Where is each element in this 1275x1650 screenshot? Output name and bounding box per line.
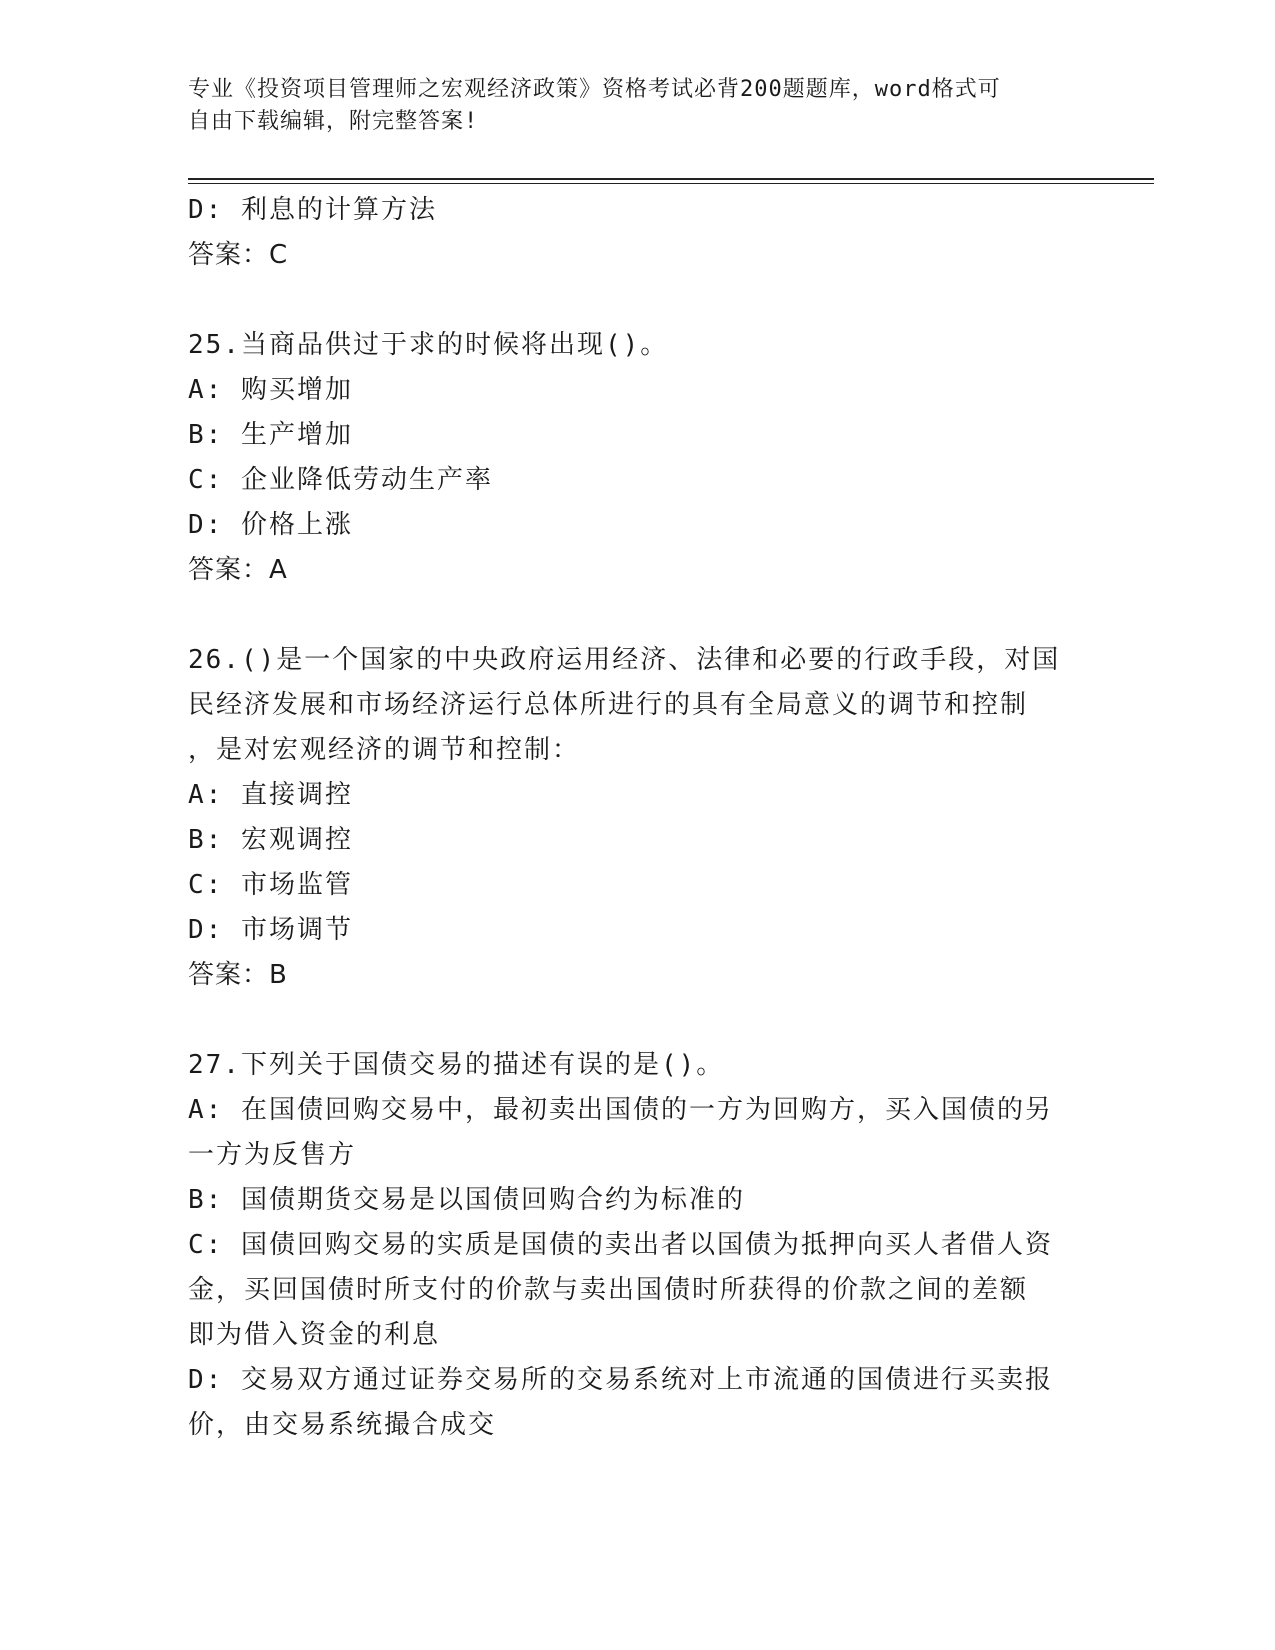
q27-option-a-line-1: A: 在国债回购交易中，最初卖出国债的一方为回购方，买入国债的另 [188,1095,1053,1125]
question-24-tail [188,188,1088,278]
header-line-2: 自由下载编辑，附完整答案! [188,109,479,134]
q25-option-c: C: 企业降低劳动生产率 [188,465,493,495]
q26-answer: 答案：B [188,960,288,990]
q27-option-d-line-1: D: 交易双方通过证券交易所的交易系统对上市流通的国债进行买卖报 [188,1365,1053,1395]
question-list [188,188,1088,1448]
header-divider [188,178,1154,184]
question-27 [188,1043,1088,1448]
question-25 [188,323,1088,593]
q25-option-a: A: 购买增加 [188,375,353,405]
q25-option-d: D: 价格上涨 [188,510,353,540]
header-line-1: 专业《投资项目管理师之宏观经济政策》资格考试必背200题题库，word格式可 [188,77,1001,102]
q27-option-a-line-2: 一方为反售方 [188,1140,357,1170]
document-header [188,74,1068,138]
q26-option-d: D: 市场调节 [188,915,353,945]
q26-stem-line-3: ，是对宏观经济的调节和控制： [188,735,581,765]
q25-option-b: B: 生产增加 [188,420,353,450]
q25-answer: 答案：A [188,555,288,585]
q24-option-d: D: 利息的计算方法 [188,195,437,225]
question-gap [188,593,1088,638]
q27-stem: 27.下列关于国债交易的描述有误的是()。 [188,1050,725,1080]
q27-option-d-line-2: 价，由交易系统撮合成交 [188,1410,497,1440]
q26-option-a: A: 直接调控 [188,780,353,810]
question-26 [188,638,1088,998]
q27-option-c-line-1: C: 国债回购交易的实质是国债的卖出者以国债为抵押向买人者借人资 [188,1230,1053,1260]
question-gap [188,998,1088,1043]
q27-option-c-line-3: 即为借入资金的利息 [188,1320,441,1350]
q26-stem-line-1: 26.()是一个国家的中央政府运用经济、法律和必要的行政手段，对国 [188,645,1061,675]
q27-option-c-line-2: 金，买回国债时所支付的价款与卖出国债时所获得的价款之间的差额 [188,1275,1029,1305]
question-gap [188,278,1088,323]
q27-option-b: B: 国债期货交易是以国债回购合约为标准的 [188,1185,745,1215]
q24-answer: 答案：C [188,240,289,270]
q26-option-b: B: 宏观调控 [188,825,353,855]
q26-option-c: C: 市场监管 [188,870,353,900]
q26-stem-line-2: 民经济发展和市场经济运行总体所进行的具有全局意义的调节和控制 [188,690,1029,720]
q25-stem: 25.当商品供过于求的时候将出现()。 [188,330,669,360]
